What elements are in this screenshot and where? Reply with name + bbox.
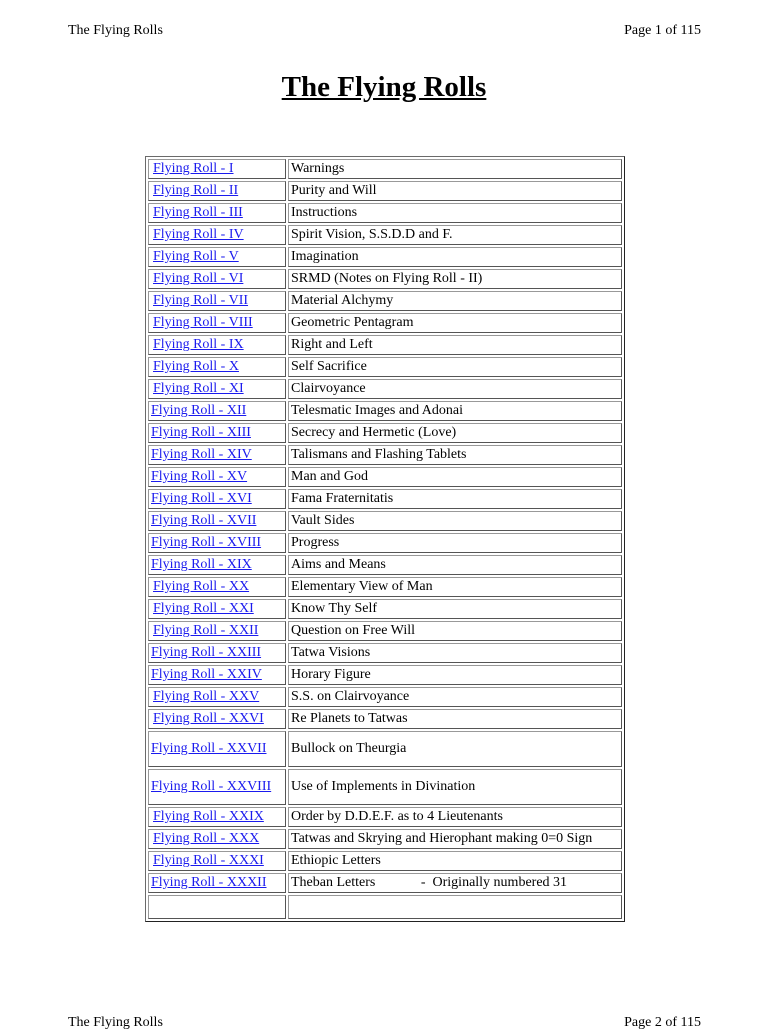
roll-link-19[interactable]: Flying Roll - XIX: [151, 557, 252, 572]
roll-link-32[interactable]: Flying Roll - XXXII: [151, 875, 267, 890]
roll-link-31[interactable]: Flying Roll - XXXI: [153, 853, 264, 868]
roll-link-6[interactable]: Flying Roll - VI: [153, 271, 244, 286]
roll-link-cell: [148, 335, 286, 355]
roll-title-cell: Know Thy Self: [288, 599, 622, 619]
roll-link-cell: [148, 599, 286, 619]
table-row: [148, 533, 622, 553]
table-row: [148, 445, 622, 465]
header-page-number: Page 1 of 115: [624, 23, 701, 38]
roll-link-7[interactable]: Flying Roll - VII: [153, 293, 249, 308]
table-row: [148, 489, 622, 509]
empty-cell: [288, 895, 622, 919]
roll-title-cell: Elementary View of Man: [288, 577, 622, 597]
table-row: [148, 873, 622, 893]
roll-title-cell: Imagination: [288, 247, 622, 267]
table-row: [148, 379, 622, 399]
roll-title-cell: Question on Free Will: [288, 621, 622, 641]
roll-link-cell: [148, 401, 286, 421]
roll-link-cell: [148, 687, 286, 707]
roll-link-25[interactable]: Flying Roll - XXV: [153, 689, 260, 704]
roll-link-26[interactable]: Flying Roll - XXVI: [153, 711, 264, 726]
roll-link-cell: [148, 511, 286, 531]
roll-title-cell: Re Planets to Tatwas: [288, 709, 622, 729]
roll-link-cell: [148, 445, 286, 465]
roll-link-27[interactable]: Flying Roll - XXVII: [151, 741, 267, 756]
roll-link-cell: [148, 555, 286, 575]
table-row: [148, 423, 622, 443]
table-row: [148, 851, 622, 871]
table-row-empty: [148, 895, 622, 919]
roll-link-cell: [148, 467, 286, 487]
roll-link-17[interactable]: Flying Roll - XVII: [151, 513, 257, 528]
roll-link-cell: [148, 731, 286, 767]
roll-link-13[interactable]: Flying Roll - XIII: [151, 425, 251, 440]
table-row: [148, 731, 622, 767]
roll-link-8[interactable]: Flying Roll - VIII: [153, 315, 253, 330]
roll-link-3[interactable]: Flying Roll - III: [153, 205, 243, 220]
table-row: [148, 511, 622, 531]
roll-link-cell: [148, 423, 286, 443]
table-row: [148, 247, 622, 267]
roll-link-20[interactable]: Flying Roll - XX: [153, 579, 250, 594]
table-row: [148, 291, 622, 311]
roll-title-cell: Instructions: [288, 203, 622, 223]
roll-link-cell: [148, 851, 286, 871]
roll-title-cell: S.S. on Clairvoyance: [288, 687, 622, 707]
roll-link-1[interactable]: Flying Roll - I: [153, 161, 234, 176]
roll-link-16[interactable]: Flying Roll - XVI: [151, 491, 252, 506]
table-row: [148, 665, 622, 685]
table-row: [148, 313, 622, 333]
roll-link-4[interactable]: Flying Roll - IV: [153, 227, 244, 242]
roll-title-cell: Ethiopic Letters: [288, 851, 622, 871]
table-row: [148, 555, 622, 575]
roll-title-cell: Right and Left: [288, 335, 622, 355]
roll-link-cell: [148, 665, 286, 685]
roll-title-cell: Theban Letters - Originally numbered 31: [288, 873, 622, 893]
roll-link-5[interactable]: Flying Roll - V: [153, 249, 239, 264]
roll-title-cell: Warnings: [288, 159, 622, 179]
roll-link-11[interactable]: Flying Roll - XI: [153, 381, 244, 396]
table-row: [148, 621, 622, 641]
roll-link-12[interactable]: Flying Roll - XII: [151, 403, 247, 418]
roll-title-cell: Geometric Pentagram: [288, 313, 622, 333]
page-title: The Flying Rolls: [281, 71, 487, 103]
table-row: [148, 357, 622, 377]
roll-link-24[interactable]: Flying Roll - XXIV: [151, 667, 262, 682]
roll-link-30[interactable]: Flying Roll - XXX: [153, 831, 260, 846]
roll-link-cell: [148, 291, 286, 311]
roll-link-10[interactable]: Flying Roll - X: [153, 359, 239, 374]
table-row: [148, 643, 622, 663]
table-row: [148, 467, 622, 487]
roll-link-cell: [148, 357, 286, 377]
header-document-title: The Flying Rolls: [68, 23, 163, 38]
roll-link-cell: [148, 489, 286, 509]
roll-title-cell: Spirit Vision, S.S.D.D and F.: [288, 225, 622, 245]
roll-link-cell: [148, 769, 286, 805]
table-row: [148, 709, 622, 729]
roll-link-cell: [148, 379, 286, 399]
roll-title-cell: Progress: [288, 533, 622, 553]
roll-title-cell: Purity and Will: [288, 181, 622, 201]
roll-title-cell: Clairvoyance: [288, 379, 622, 399]
table-row: [148, 577, 622, 597]
table-row: [148, 335, 622, 355]
roll-title-cell: Fama Fraternitatis: [288, 489, 622, 509]
roll-title-cell: Material Alchymy: [288, 291, 622, 311]
roll-title-cell: Self Sacrifice: [288, 357, 622, 377]
roll-link-28[interactable]: Flying Roll - XXVIII: [151, 779, 272, 794]
roll-title-cell: Horary Figure: [288, 665, 622, 685]
roll-link-cell: [148, 313, 286, 333]
rolls-table: [145, 156, 625, 922]
roll-link-14[interactable]: Flying Roll - XIV: [151, 447, 252, 462]
table-row: [148, 769, 622, 805]
roll-link-cell: [148, 643, 286, 663]
table-row: [148, 807, 622, 827]
roll-link-cell: [148, 621, 286, 641]
roll-link-22[interactable]: Flying Roll - XXII: [153, 623, 259, 638]
roll-link-15[interactable]: Flying Roll - XV: [151, 469, 248, 484]
roll-link-cell: [148, 829, 286, 849]
roll-link-cell: [148, 533, 286, 553]
table-row: [148, 269, 622, 289]
roll-link-cell: [148, 577, 286, 597]
roll-link-9[interactable]: Flying Roll - IX: [153, 337, 244, 352]
table-row: [148, 159, 622, 179]
empty-cell: [148, 895, 286, 919]
roll-link-cell: [148, 203, 286, 223]
roll-link-cell: [148, 269, 286, 289]
roll-title-cell: Telesmatic Images and Adonai: [288, 401, 622, 421]
roll-link-2[interactable]: Flying Roll - II: [153, 183, 239, 198]
roll-title-cell: Secrecy and Hermetic (Love): [288, 423, 622, 443]
roll-link-cell: [148, 873, 286, 893]
roll-title-cell: Vault Sides: [288, 511, 622, 531]
rolls-table-container: [145, 156, 625, 928]
roll-title-cell: Man and God: [288, 467, 622, 487]
table-row: [148, 401, 622, 421]
roll-link-21[interactable]: Flying Roll - XXI: [153, 601, 254, 616]
roll-link-cell: [148, 181, 286, 201]
roll-link-29[interactable]: Flying Roll - XXIX: [153, 809, 264, 824]
roll-link-cell: [148, 225, 286, 245]
roll-title-cell: Talismans and Flashing Tablets: [288, 445, 622, 465]
roll-link-23[interactable]: Flying Roll - XXIII: [151, 645, 262, 660]
table-row: [148, 829, 622, 849]
table-row: [148, 687, 622, 707]
roll-link-cell: [148, 159, 286, 179]
table-row: [148, 181, 622, 201]
roll-link-cell: [148, 247, 286, 267]
roll-title-cell: Order by D.D.E.F. as to 4 Lieutenants: [288, 807, 622, 827]
roll-title-cell: Tatwas and Skrying and Hierophant making 0=0 Sign: [288, 829, 622, 849]
roll-title-cell: Use of Implements in Divination: [288, 769, 622, 805]
roll-link-cell: [148, 709, 286, 729]
table-row: [148, 203, 622, 223]
roll-link-cell: [148, 807, 286, 827]
footer-document-title: The Flying Rolls: [68, 1015, 163, 1030]
roll-title-cell: Bullock on Theurgia: [288, 731, 622, 767]
roll-title-cell: Aims and Means: [288, 555, 622, 575]
roll-title-cell: SRMD (Notes on Flying Roll - II): [288, 269, 622, 289]
table-row: [148, 599, 622, 619]
roll-link-18[interactable]: Flying Roll - XVIII: [151, 535, 262, 550]
footer-page-number: Page 2 of 115: [624, 1015, 701, 1030]
table-row: [148, 225, 622, 245]
roll-title-cell: Tatwa Visions: [288, 643, 622, 663]
